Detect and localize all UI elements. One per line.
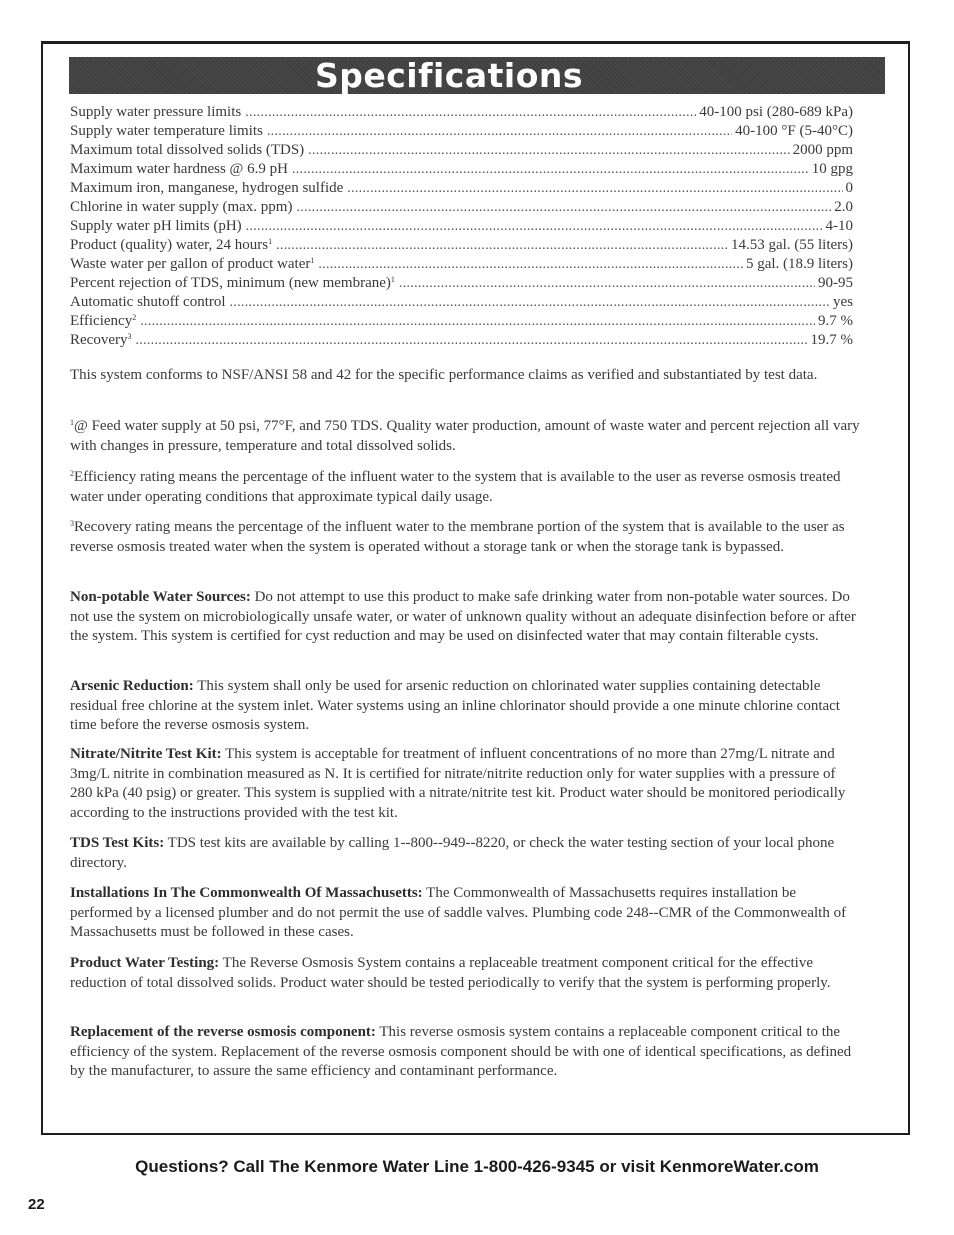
spec-label-group [70,293,230,312]
spec-footnote-mark: 3 [127,332,132,341]
spec-footnote-mark: 1 [310,256,315,265]
spec-footnote-mark: 1 [390,275,395,284]
spec-label: Chlorine in water supply (max. ppm) [70,199,293,215]
replacement-paragraph [70,1023,860,1082]
spec-value: 19.7 % [810,332,853,348]
conformance-paragraph [70,366,860,386]
spec-value: 2000 ppm [792,142,853,158]
spec-value: 2.0 [834,199,853,215]
spec-value: 9.7 % [818,313,853,329]
spec-row [70,331,853,350]
section-title: Specifications [314,56,584,95]
spec-row [70,312,853,331]
spec-value: yes [833,294,853,310]
footnote-1 [70,417,860,456]
spec-row [70,160,853,179]
arsenic-paragraph [70,677,860,736]
arsenic-text: This system shall only be used for arsenic reduction on chlorinated water supplies containing detectable residual free chlorine at the system inlet. Water systems using an inline chlorinator should provide a one minute chlorine contact time before the reverse osmosis system. [70,678,840,733]
replacement-text: This reverse osmosis system contains a replaceable component critical to the efficiency of the system. Replacement of the reverse osmosis component should be with one of identical specifications, as defined by the manufacturer, to assure the same efficiency and contaminant performance. [70,1024,852,1079]
spec-row [70,293,853,312]
spec-value: 40-100 °F (5-40°C) [735,123,853,139]
spec-row [70,179,853,198]
spec-label: Automatic shutoff control [70,294,226,310]
spec-value: 5 gal. (18.9 liters) [745,256,853,272]
dot-leader [267,122,732,141]
tds-heading: TDS Test Kits: [70,835,165,851]
spec-row [70,217,853,236]
spec-value: 14.53 gal. (55 liters) [730,237,853,253]
dot-leader [230,293,830,312]
spec-label-group [70,236,276,255]
spec-value: 4-10 [825,218,853,234]
spec-value: 0 [845,180,853,196]
spec-row [70,274,853,293]
dot-leader [318,255,743,274]
product-testing-text: The Reverse Osmosis System contains a replaceable treatment component critical for the effective reduction of total dissolved solids. Product water should be tested periodically to verify that the system is performing properly. [70,955,831,991]
massachusetts-text: The Commonwealth of Massachusetts requires installation be performed by a licensed plumber and do not permit the use of saddle valves. Plumbing code 248--CMR of the Commonwealth of Massachusetts must be followed in these cases. [70,885,847,940]
spec-label-group [70,198,296,217]
spec-label-group [70,141,308,160]
nonpotable-heading: Non-potable Water Sources: [70,589,251,605]
spec-label: Supply water temperature limits [70,123,263,139]
spec-label-group [70,255,318,274]
nonpotable-text: Do not attempt to use this product to make safe drinking water from non-potable water sources. Do not use the system on microbiologically unsafe water, or water of unknown quality without an adequate disinfection before or after the system. This system is certified for cyst reduction and may be used on disinfected water that may contain filterable cysts. [70,589,856,644]
spec-footnote-mark: 1 [268,237,273,246]
spec-label: Maximum iron, manganese, hydrogen sulfide [70,180,344,196]
spec-label: Supply water pressure limits [70,104,242,120]
footnote-2-text: Efficiency rating means the percentage of the influent water to the system that is available to the user as reverse osmosis treated water under operating conditions that approximate typical daily usage. [70,469,841,505]
massachusetts-paragraph [70,884,860,943]
spec-label-group [70,122,267,141]
spec-label: Recovery [70,332,128,348]
spec-row [70,255,853,274]
product-testing-paragraph [70,954,860,993]
spec-label-group [70,179,347,198]
footnote-2-mark: 2 [70,469,74,478]
product-testing-heading: Product Water Testing: [70,955,220,971]
dot-leader [135,331,807,350]
spec-row [70,103,853,122]
spec-label: Supply water pH limits (pH) [70,218,242,234]
spec-label-group [70,103,245,122]
spec-label: Efficiency [70,313,133,329]
footnote-3 [70,518,860,557]
spec-label-group [70,160,292,179]
nitrate-paragraph [70,745,860,823]
spec-label: Maximum water hardness @ 6.9 pH [70,161,288,177]
dot-leader [246,217,823,236]
spec-value: 40-100 psi (280-689 kPa) [699,104,853,120]
spec-label: Maximum total dissolved solids (TDS) [70,142,305,158]
dot-leader [347,179,842,198]
spec-label-group [70,331,135,350]
spec-label: Product (quality) water, 24 hours [70,237,269,253]
questions-footer: Questions? Call The Kenmore Water Line 1-800-426-9345 or visit KenmoreWater.com [135,1157,819,1176]
spec-row [70,122,853,141]
nitrate-text: This system is acceptable for treatment of influent concentrations of no more than 27mg/L nitrate and 3mg/L nitrite in combination measured as N. It is certified for nitrate/nitrite reduction only for water supplies with a pressure of 280 kPa (40 psig) or greater. This system is supplied with a nitrate/nitrite test kit. Product water should be monitored periodically according to the instructions provided with the test kit. [70,746,846,821]
massachusetts-heading: Installations In The Commonwealth Of Massachusetts: [70,885,423,901]
footnote-3-text: Recovery rating means the percentage of the influent water to the membrane portion of the system that is available to the user as reverse osmosis treated water when the system is operated without a storage tank or when the storage tank is bypassed. [70,519,845,555]
tds-text: TDS test kits are available by calling 1--800--949--8220, or check the water testing section of your local phone directory. [70,835,835,871]
spec-label-group [70,312,140,331]
spec-footnote-mark: 2 [132,313,137,322]
specifications-banner [69,57,885,94]
dot-leader [308,141,789,160]
spec-label-group [70,274,399,293]
footnote-3-mark: 3 [70,519,74,528]
dot-leader [292,160,809,179]
spec-label-group [70,217,246,236]
nonpotable-paragraph [70,588,860,647]
spec-row [70,141,853,160]
page-number: 22 [28,1196,45,1213]
conformance-text: This system conforms to NSF/ANSI 58 and 42 for the specific performance claims as verified and substantiated by test data. [70,367,818,383]
spec-row [70,198,853,217]
spec-label: Waste water per gallon of product water [70,256,311,272]
dot-leader [276,236,728,255]
dot-leader [245,103,696,122]
spec-value: 90-95 [818,275,853,291]
spec-row [70,236,853,255]
spec-label: Percent rejection of TDS, minimum (new membrane) [70,275,391,291]
specifications-list [70,103,853,350]
tds-paragraph [70,834,860,873]
replacement-heading: Replacement of the reverse osmosis component: [70,1024,376,1040]
footnote-1-mark: 1 [70,418,74,427]
arsenic-heading: Arsenic Reduction: [70,678,194,694]
dot-leader [296,198,831,217]
spec-value: 10 gpg [811,161,853,177]
footnote-1-text: @ Feed water supply at 50 psi, 77°F, and 750 TDS. Quality water production, amount of waste water and percent rejection all vary with changes in pressure, temperature and total dissolved solids. [70,418,860,454]
footnote-2 [70,468,860,507]
dot-leader [399,274,815,293]
nitrate-heading: Nitrate/Nitrite Test Kit: [70,746,222,762]
dot-leader [140,312,815,331]
